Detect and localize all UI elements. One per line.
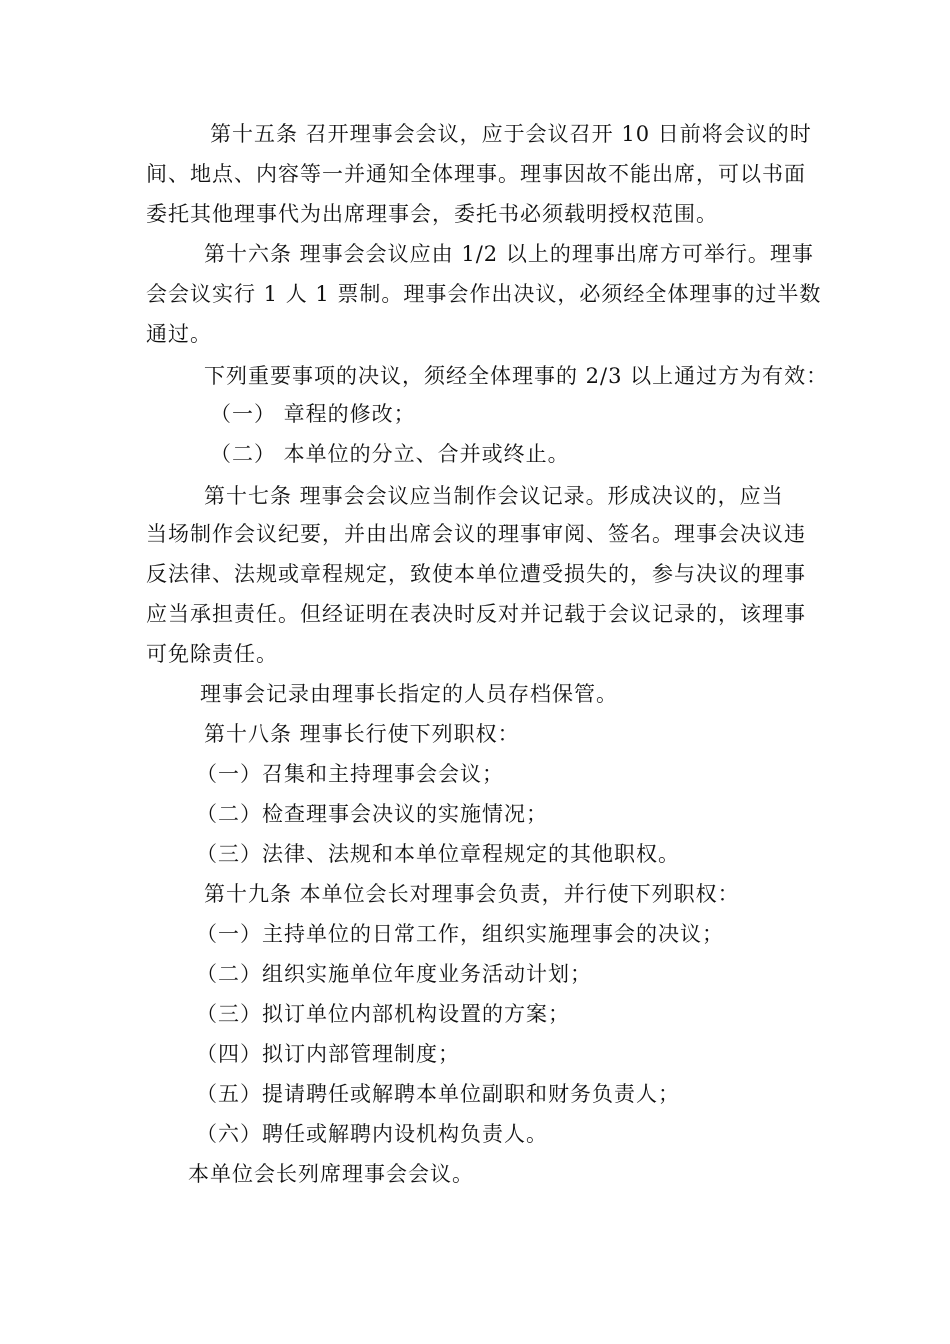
records-line: 理事会记录由理事长指定的人员存档保管。: [200, 682, 618, 706]
article-16-line-2: 会会议实行 1 人 1 票制。理事会作出决议，必须经全体理事的过半数: [146, 282, 822, 306]
article-16-line-1: 第十六条 理事会会议应由 1/2 以上的理事出席方可举行。理事: [204, 242, 814, 266]
article-19-item-2: （二）组织实施单位年度业务活动计划；: [196, 962, 592, 986]
article-18-line-1: 第十八条 理事长行使下列职权：: [204, 722, 520, 746]
article-18-item-2: （二）检查理事会决议的实施情况；: [196, 802, 548, 826]
article-16-line-3: 通过。: [146, 322, 212, 346]
important-matters-line: 下列重要事项的决议，须经全体理事的 2/3 以上通过方为有效：: [204, 364, 829, 388]
matter-item-1: （一） 章程的修改；: [210, 402, 416, 426]
article-18-item-3: （三）法律、法规和本单位章程规定的其他职权。: [196, 842, 680, 866]
article-15-line-3: 委托其他理事代为出席理事会，委托书必须载明授权范围。: [146, 202, 718, 226]
article-18-item-1: （一）召集和主持理事会会议；: [196, 762, 504, 786]
article-19-item-6: （六）聘任或解聘内设机构负责人。: [196, 1122, 548, 1146]
article-19-line-1: 第十九条 本单位会长对理事会负责，并行使下列职权：: [204, 882, 740, 906]
article-17-line-5: 可免除责任。: [146, 642, 278, 666]
article-15-line-1: 第十五条 召开理事会会议，应于会议召开 10 日前将会议的时: [210, 122, 812, 146]
article-19-item-4: （四）拟订内部管理制度；: [196, 1042, 460, 1066]
article-19-item-3: （三）拟订单位内部机构设置的方案；: [196, 1002, 570, 1026]
matter-item-2: （二） 本单位的分立、合并或终止。: [210, 442, 570, 466]
article-17-line-4: 应当承担责任。但经证明在表决时反对并记载于会议记录的，该理事: [146, 602, 806, 626]
article-19-item-1: （一）主持单位的日常工作，组织实施理事会的决议；: [196, 922, 724, 946]
article-19-item-5: （五）提请聘任或解聘本单位副职和财务负责人；: [196, 1082, 680, 1106]
article-15-line-2: 间、地点、内容等一并通知全体理事。理事因故不能出席，可以书面: [146, 162, 806, 186]
closing-line: 本单位会长列席理事会会议。: [188, 1162, 474, 1186]
article-17-line-1: 第十七条 理事会会议应当制作会议记录。形成决议的，应当: [204, 484, 784, 508]
article-17-line-3: 反法律、法规或章程规定，致使本单位遭受损失的，参与决议的理事: [146, 562, 806, 586]
article-17-line-2: 当场制作会议纪要，并由出席会议的理事审阅、签名。理事会决议违: [146, 522, 806, 546]
